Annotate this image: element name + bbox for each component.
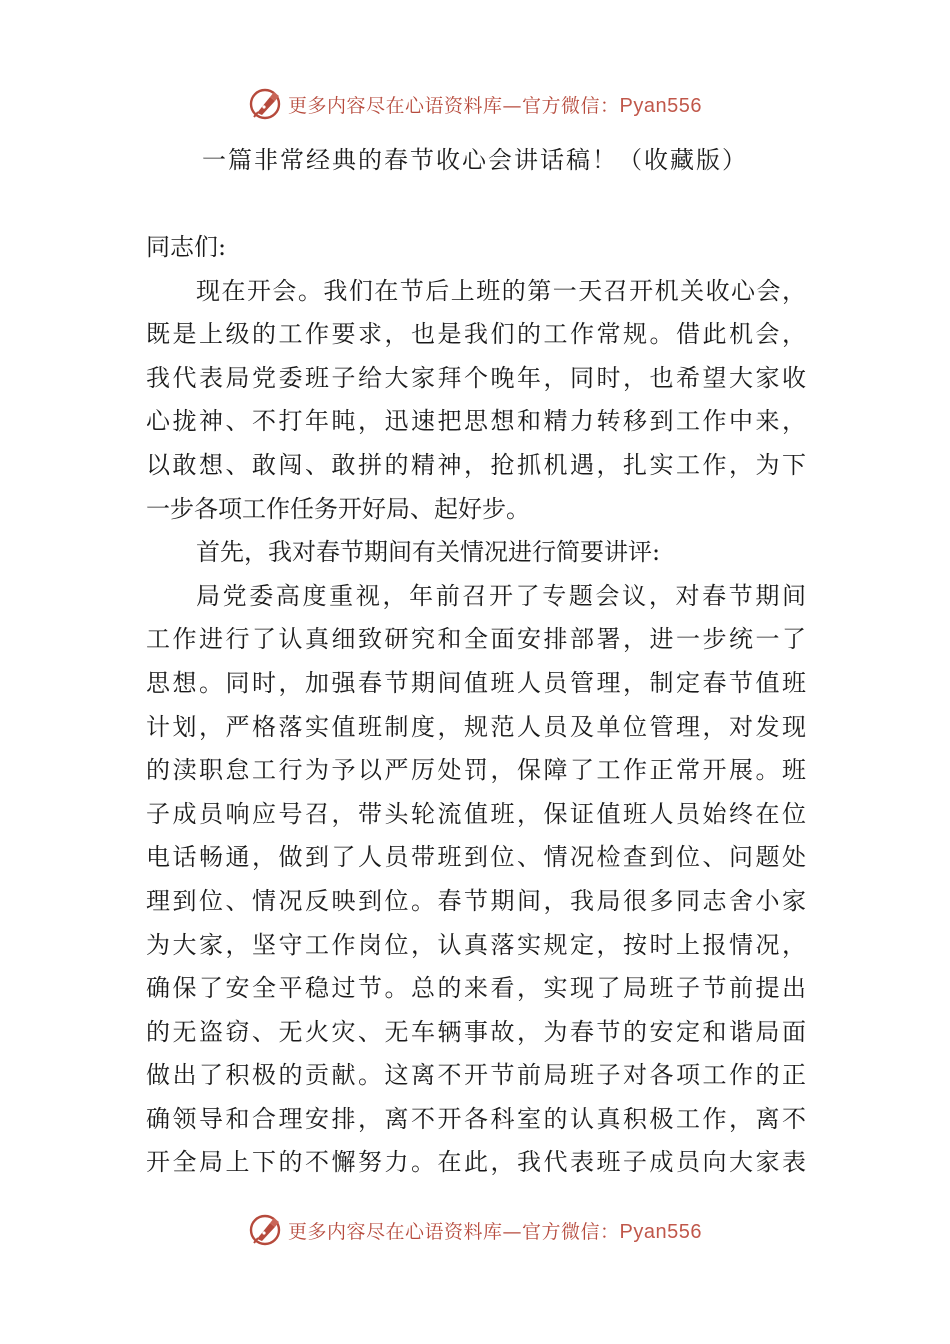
document-body — [146, 226, 806, 1185]
text-line: 做出了积极的贡献。这离不开节前局班子对各项工作的正 — [146, 1061, 806, 1090]
header-banner — [0, 84, 950, 124]
text-line: 现在开会。我们在节后上班的第一天召开机关收心会， — [196, 276, 806, 305]
text-line: 的渎职怠工行为予以严厉处罚，保障了工作正常开展。班 — [146, 756, 806, 785]
text-line: 开全局上下的不懈努力。在此，我代表班子成员向大家表 — [146, 1148, 806, 1177]
text-line: 子成员响应号召，带头轮流值班，保证值班人员始终在位 — [146, 799, 806, 828]
banner-text — [288, 91, 702, 118]
text-line: 计划，严格落实值班制度，规范人员及单位管理，对发现 — [146, 712, 806, 741]
text-line: 既是上级的工作要求，也是我们的工作常规。借此机会， — [146, 320, 806, 349]
banner-label: 更多内容尽在心语资料库—官方微信： — [288, 1220, 620, 1243]
text-line: 的无盗窃、无火灾、无车辆事故，为春节的安定和谐局面 — [146, 1017, 806, 1046]
pen-nib-logo-icon — [248, 86, 284, 122]
text-line: 工作进行了认真细致研究和全面安排部署，进一步统一了 — [146, 625, 806, 654]
text-line: 局党委高度重视，年前召开了专题会议，对春节期间 — [196, 581, 806, 610]
banner-wechat-id: Pyan556 — [619, 1220, 702, 1243]
text-line: 我代表局党委班子给大家拜个晚年，同时，也希望大家收 — [146, 363, 806, 392]
text-line: 以敢想、敢闯、敢拼的精神，抢抓机遇，扎实工作，为下 — [146, 450, 806, 479]
text-line: 电话畅通，做到了人员带班到位、情况检查到位、问题处 — [146, 843, 806, 872]
text-line: 一步各项工作任务开好局、起好步。 — [146, 494, 530, 523]
banner-wechat-id: Pyan556 — [619, 94, 702, 117]
text-line: 理到位、情况反映到位。春节期间，我局很多同志舍小家 — [146, 886, 806, 915]
salutation: 同志们: — [146, 233, 227, 261]
text-line: 首先，我对春节期间有关情况进行简要讲评: — [196, 538, 661, 567]
document-title: 一篇非常经典的春节收心会讲话稿！（收藏版） — [202, 146, 748, 174]
text-line: 为大家，坚守工作岗位，认真落实规定，按时上报情况， — [146, 930, 806, 959]
footer-banner — [0, 1210, 950, 1250]
text-line: 确领导和合理安排，离不开各科室的认真积极工作，离不 — [146, 1104, 806, 1133]
banner-text — [288, 1217, 702, 1244]
text-line: 思想。同时，加强春节期间值班人员管理，制定春节值班 — [146, 668, 806, 697]
text-line: 心拢神、不打年盹，迅速把思想和精力转移到工作中来， — [146, 407, 806, 436]
banner-label: 更多内容尽在心语资料库—官方微信： — [288, 94, 620, 117]
text-line: 确保了安全平稳过节。总的来看，实现了局班子节前提出 — [146, 974, 806, 1003]
pen-nib-logo-icon — [248, 1212, 284, 1248]
